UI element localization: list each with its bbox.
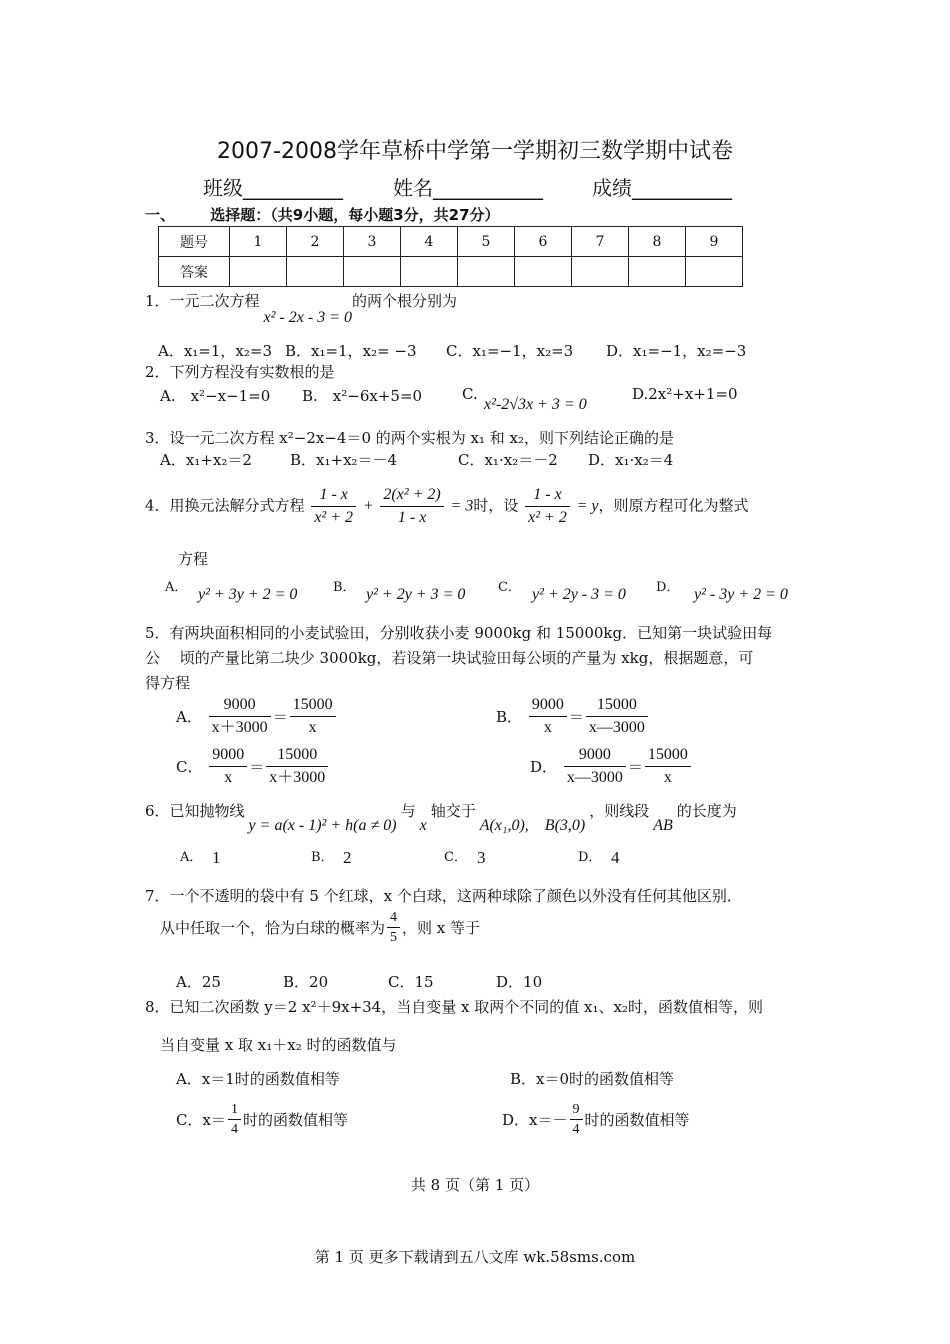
q7-option-b: B．20: [283, 973, 329, 991]
table-row: [159, 257, 743, 287]
question-number: 9: [686, 227, 743, 257]
question-number: 1: [230, 227, 287, 257]
q4-option-c: y² + 2y - 3 = 0: [532, 586, 626, 603]
q4-option-b: y² + 2y + 3 = 0: [366, 586, 466, 603]
q1-option-c: C．x₁=−1，x₂=3: [446, 342, 574, 360]
q8-option-c: C．x＝ $\frac{1}{4}$ 时的函数值相等: [176, 1102, 348, 1137]
q5-line-2: 公 顷的产量比第二块少 3000kg，若设第一块试验田每公顷的产量为 xkg，根据题意，可: [145, 649, 754, 667]
q4-option-d-label: D．: [656, 580, 680, 595]
q6-option-a: 1: [212, 848, 221, 867]
q6-stem: 6．已知抛物线y = a(x - 1)² + h(a ≠ 0)与x轴交于A(x₁,0), B(3,0)，则线段AB的长度为: [145, 802, 737, 834]
q3-option-b: B．x₁+x₂＝－4: [290, 451, 398, 469]
q3-option-a: A．x₁+x₂＝2: [160, 451, 252, 469]
answer-cell[interactable]: [458, 257, 515, 287]
q8-line-1: 8．已知二次函数 y＝2 x²＋9x+34，当自变量 x 取两个不同的值 x₁、x₂时，函数值相等，则: [145, 998, 763, 1016]
q3-stem: 3．设一元二次方程 x²−2x−4＝0 的两个实根为 x₁ 和 x₂，则下列结论正确的是: [145, 429, 675, 447]
answer-cell[interactable]: [401, 257, 458, 287]
q4-fraction-1: $\frac{1 - x}{\text{x² + 2}}$: [311, 484, 356, 529]
q4-fraction-2: $\frac{\text{2(x² + 2)}}{1 - x}$: [380, 484, 443, 529]
answer-cell[interactable]: [572, 257, 629, 287]
q6-option-a-label: A．: [180, 850, 203, 865]
q5-option-b: B． $\frac{9000}{x}$ ＝ $\frac{15000}{x—3000}$: [496, 694, 650, 739]
q7-line-1: 7．一个不透明的袋中有 5 个红球，x 个白球，这两种球除了颜色以外没有任何其他区别．: [145, 887, 742, 905]
class-field: 班级__________: [203, 176, 343, 200]
question-number: 6: [515, 227, 572, 257]
q6-option-b-label: B．: [311, 850, 334, 865]
exam-title: 2007-2008学年草桥中学第一学期初三数学期中试卷: [217, 139, 733, 164]
section-text: 选择题：（共9小题，每小题3分，共27分）: [210, 206, 500, 224]
q7-option-d: D．10: [496, 973, 543, 991]
section-heading: [145, 204, 500, 225]
q5-option-a: A． $\frac{9000}{x+3000}$ ＝ $\frac{15000}{x}$: [176, 694, 338, 739]
question-number: 8: [629, 227, 686, 257]
question-number: 7: [572, 227, 629, 257]
q2-option-c-label: C.: [462, 385, 478, 403]
q8-option-a: A．x＝1时的函数值相等: [176, 1070, 340, 1088]
q6-points: A(x₁,0), B(3,0): [479, 817, 586, 834]
q6-option-b: 2: [343, 848, 352, 867]
q4-option-b-label: B．: [333, 580, 356, 595]
answer-cell[interactable]: [344, 257, 401, 287]
q1-option-a: A．x₁=1，x₂=3: [158, 342, 273, 360]
q7-option-c: C．15: [388, 973, 434, 991]
q7-line-2: 从中任取一个，恰为白球的概率为 $\frac{4}{5}$ ，则 x 等于: [160, 910, 481, 945]
q6-option-d-label: D．: [578, 850, 602, 865]
table-row: [159, 227, 743, 257]
page-counter: 共 8 页（第 1 页）: [410, 1176, 540, 1194]
q7-option-a: A．25: [176, 973, 221, 991]
q1-equation: x² - 2x - 3 = 0: [263, 309, 352, 326]
answer-cell[interactable]: [515, 257, 572, 287]
q3-option-d: D．x₁·x₂＝4: [588, 451, 674, 469]
q2-stem: 2．下列方程没有实数根的是: [145, 363, 335, 381]
q1-option-d: D．x₁=−1，x₂=−3: [606, 342, 747, 360]
q4-option-a-label: A．: [165, 580, 188, 595]
q4-option-d: y² - 3y + 2 = 0: [694, 586, 788, 603]
q2-option-b: B. x²−6x+5=0: [302, 387, 423, 405]
answer-cell[interactable]: [629, 257, 686, 287]
q4-option-a: y² + 3y + 2 = 0: [198, 586, 298, 603]
answer-cell[interactable]: [287, 257, 344, 287]
q5-line-1: 5．有两块面积相同的小麦试验田，分别收获小麦 9000kg 和 15000kg．已知第一块试验田每: [145, 624, 773, 642]
q6-option-c-label: C．: [444, 850, 467, 865]
q1-stem: 1．一元二次方程x² - 2x - 3 = 0的两个根分别为: [145, 292, 458, 326]
q4-option-c-label: C．: [498, 580, 521, 595]
answer-cell[interactable]: [230, 257, 287, 287]
q8-option-b: B．x＝0时的函数值相等: [510, 1070, 675, 1088]
answer-cell[interactable]: [686, 257, 743, 287]
question-number: 2: [287, 227, 344, 257]
q4-fraction-3: $\frac{1 - x}{\text{x² + 2}}$: [525, 484, 570, 529]
q4-stem: 4．用换元法解分式方程 $\frac{1 - x}{\text{x² + 2}}$ + $\frac{\text{2(x² + 2)}}{1 - x}$ = 3时，设 $\frac{1 - x}{\text{x² + 2}}$ = y，则原方程可化为整式: [145, 484, 749, 529]
q2-option-c: x²-2√3x + 3 = 0: [484, 396, 587, 413]
q4-stem-cont: 方程: [178, 550, 209, 568]
q5-option-c: C． $\frac{9000}{x}$ ＝ $\frac{15000}{x+3000}$: [176, 744, 330, 789]
q1-option-b: B．x₁=1，x₂= −3: [285, 342, 417, 360]
q6-option-d: 4: [611, 848, 620, 867]
name-field: 姓名___________: [393, 176, 543, 200]
q8-option-d: D．x＝－ $\frac{9}{4}$ 时的函数值相等: [502, 1102, 690, 1137]
site-footer: 第 1 页 更多下载请到五八文库 wk.58sms.com: [314, 1248, 636, 1266]
q5-line-3: 得方程: [145, 674, 191, 692]
q3-option-c: C．x₁·x₂＝－2: [458, 451, 558, 469]
section-number: 一、: [145, 206, 176, 224]
question-number: 5: [458, 227, 515, 257]
question-number: 4: [401, 227, 458, 257]
q2-option-d: D.2x²+x+1=0: [632, 385, 738, 403]
q6-option-c: 3: [477, 848, 486, 867]
q8-line-2: 当自变量 x 取 x₁＋x₂ 时的函数值与: [160, 1036, 397, 1054]
score-field: 成绩__________: [592, 176, 732, 200]
row-label-number: 题号: [159, 227, 230, 257]
question-number: 3: [344, 227, 401, 257]
row-label-answer: 答案: [159, 257, 230, 287]
q5-option-d: D． $\frac{9000}{x—3000}$ ＝ $\frac{15000}{x}$: [530, 744, 693, 789]
q6-equation: y = a(x - 1)² + h(a ≠ 0): [248, 817, 397, 834]
q2-option-a: A. x²−x−1=0: [160, 387, 271, 405]
answer-table: [158, 226, 743, 287]
